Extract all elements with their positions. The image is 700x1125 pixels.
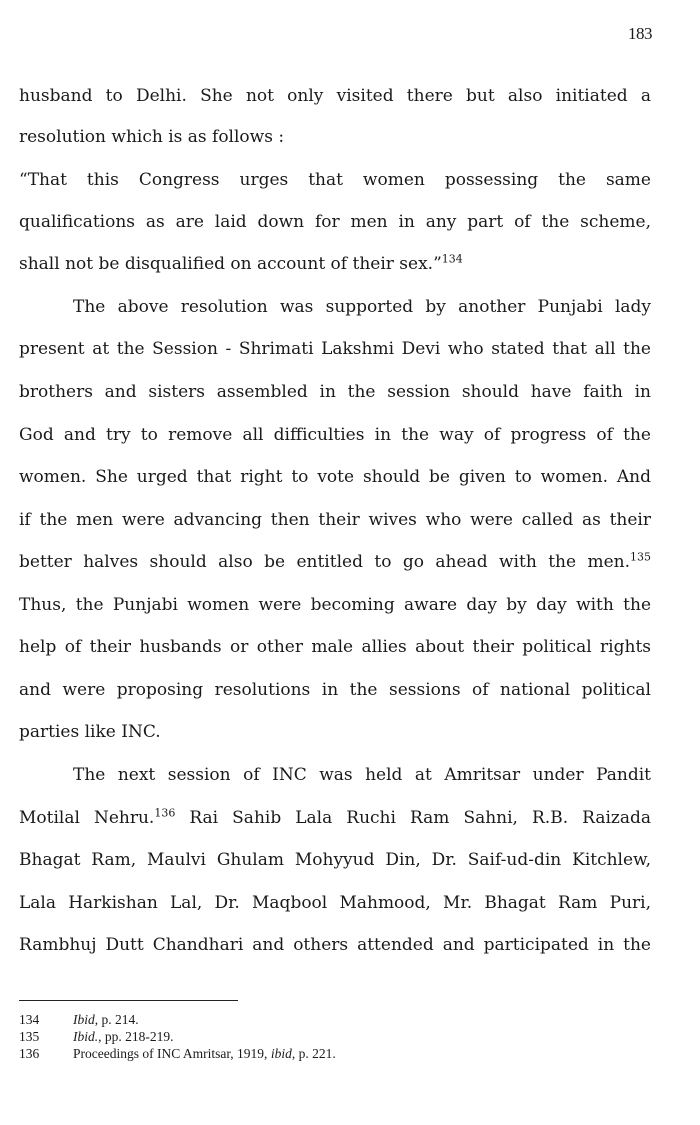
quote-line: “That this Congress urges that women possessing the same xyxy=(19,170,651,190)
footnote-italic: Ibid. xyxy=(73,1029,99,1044)
footnote-ref-136: 136 xyxy=(154,806,176,820)
quote-line xyxy=(19,252,651,276)
body-line: Bhagat Ram, Maulvi Ghulam Mohyyud Din, Dr. Saif-ud-din Kitchlew, xyxy=(19,850,651,870)
body-line: Rambhuj Dutt Chandhari and others attended and participated in the xyxy=(19,935,651,955)
footnote-text: Proceedings of INC Amritsar, 1919, xyxy=(73,1046,271,1061)
body-line: brothers and sisters assembled in the session should have faith in xyxy=(19,382,651,402)
body-line: parties like INC. xyxy=(19,722,161,742)
body-line: Lala Harkishan Lal, Dr. Maqbool Mahmood, Mr. Bhagat Ram Puri, xyxy=(19,893,651,913)
paragraph-start-line: The next session of INC was held at Amritsar under Pandit xyxy=(73,765,651,785)
body-line: husband to Delhi. She not only visited there but also initiated a xyxy=(19,86,651,106)
body-line: resolution which is as follows : xyxy=(19,127,285,147)
footnote-number: 136 xyxy=(19,1046,40,1061)
footnote-divider xyxy=(19,1000,238,1001)
body-line: present at the Session - Shrimati Lakshmi Devi who stated that all the xyxy=(19,339,651,359)
footnote-136 xyxy=(19,1046,336,1062)
footnote-italic: ibid xyxy=(270,1046,292,1061)
footnote-134 xyxy=(19,1012,139,1028)
footnote-italic: Ibid xyxy=(73,1012,95,1027)
body-text: better halves should also be entitled to go ahead with the men. xyxy=(19,552,630,572)
footnote-number: 134 xyxy=(19,1012,40,1027)
body-line: women. She urged that right to vote should be given to women. And xyxy=(19,467,651,487)
footnote-text: , pp. 218-219. xyxy=(98,1029,174,1044)
footnote-135 xyxy=(19,1029,174,1045)
footnote-text: , p. 221. xyxy=(291,1046,336,1061)
footnote-ref-135: 135 xyxy=(630,550,651,564)
footnote-number: 135 xyxy=(19,1029,40,1044)
footnote-ref-134: 134 xyxy=(441,252,463,266)
body-line xyxy=(19,806,651,830)
body-text: Motilal Nehru. xyxy=(19,808,155,828)
footnote-text: , p. 214. xyxy=(94,1012,139,1027)
body-line: if the men were advancing then their wives who were called as their xyxy=(19,510,651,530)
body-line: and were proposing resolutions in the sessions of national political xyxy=(19,680,651,700)
body-line: God and try to remove all difficulties in the way of progress of the xyxy=(19,425,651,445)
body-line: Thus, the Punjabi women were becoming aware day by day with the xyxy=(19,595,651,615)
quote-text: shall not be disqualified on account of their sex.” xyxy=(19,254,442,274)
paragraph-start-line: The above resolution was supported by another Punjabi lady xyxy=(73,297,651,317)
quote-line: qualifications as are laid down for men in any part of the scheme, xyxy=(19,212,651,232)
body-line xyxy=(19,550,651,574)
body-line: help of their husbands or other male allies about their political rights xyxy=(19,637,651,657)
body-text: Rai Sahib Lala Ruchi Ram Sahni, R.B. Raizada xyxy=(175,808,652,828)
page-number: 183 xyxy=(628,24,652,43)
